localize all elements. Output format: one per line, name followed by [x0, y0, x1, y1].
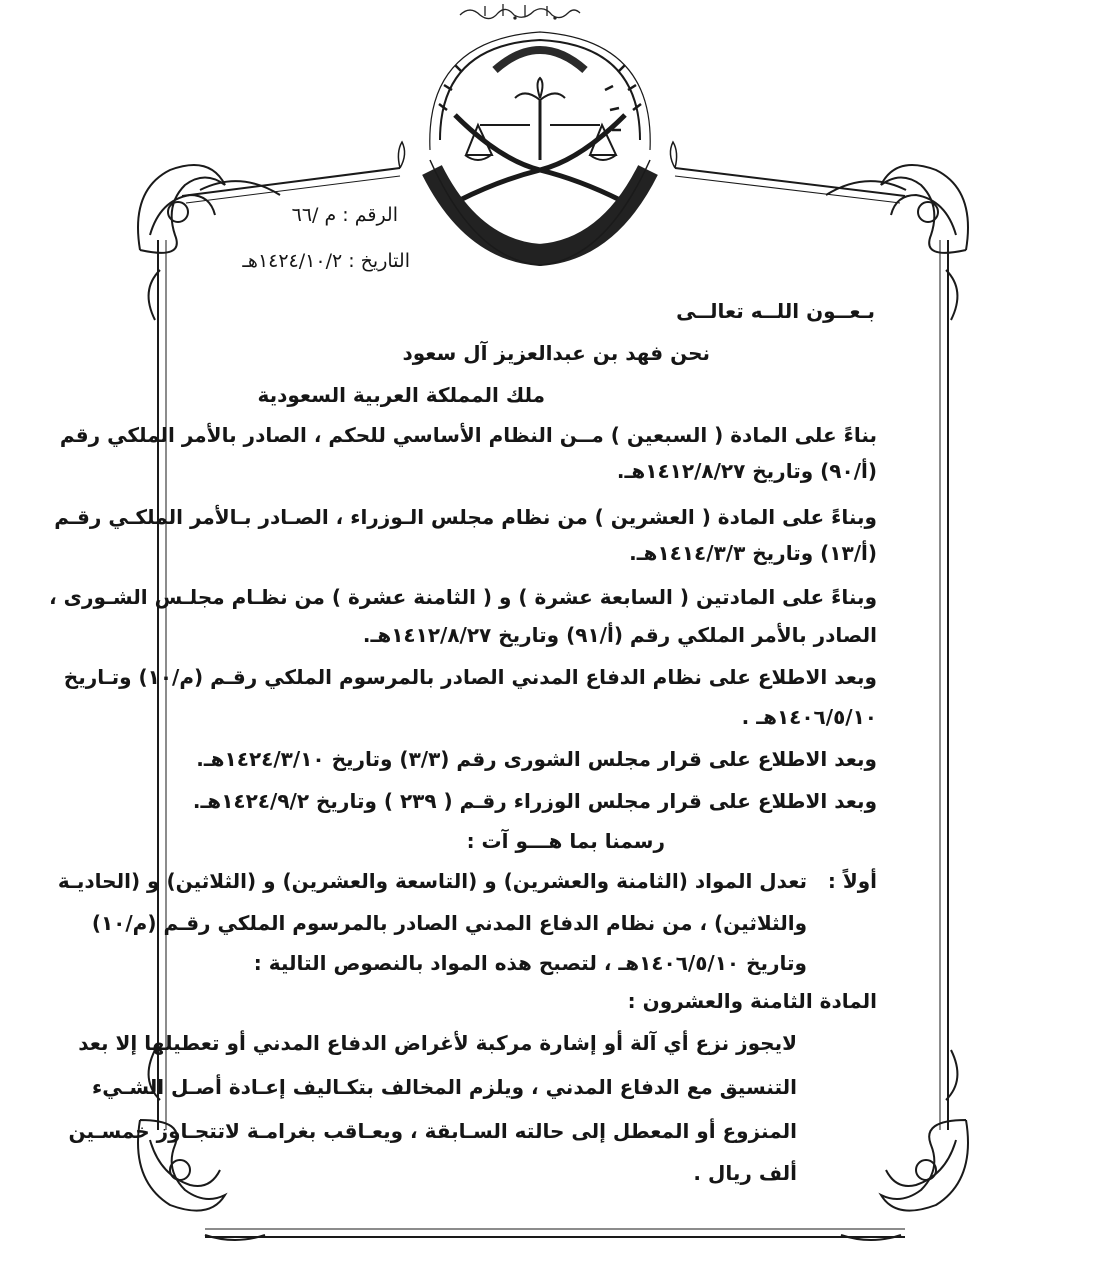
recital-3-line-1: وبناءً على المادتين ( السابعة عشرة ) و ( الثامنة عشرة ) من نظـام مجلـس الشـورى ،: [49, 585, 877, 609]
article-28-line-3: المنزوع أو المعطل إلى حالته السـابقة ، ويعـاقب بغرامـة لاتتجـاوز خمسـين: [68, 1119, 797, 1143]
decree-phrase: رسمنا بما هـــو آت :: [466, 829, 665, 853]
recital-4-line-1: وبعد الاطلاع على نظام الدفاع المدني الصادر بالمرسوم الملكي رقـم (م/١٠) وتـاريخ: [63, 665, 877, 689]
recital-2-line-1: وبناءً على المادة ( العشرين ) من نظام مجلس الـوزراء ، الصـادر بـالأمر الملكـي رقـم: [54, 505, 877, 529]
article-28-line-4: ألف ريال .: [693, 1161, 797, 1185]
recital-4-line-2: ١٤٠٦/٥/١٠هـ .: [741, 705, 877, 729]
king-title: ملك المملكة العربية السعودية: [257, 383, 545, 407]
recital-6-line-1: وبعد الاطلاع على قرار مجلس الوزراء رقـم ( ٢٣٩ ) وتاريخ ١٤٢٤/٩/٢هـ.: [192, 789, 877, 813]
article-28-heading: المادة الثامنة والعشرون :: [627, 989, 877, 1013]
article-28-line-1: لايجوز نزع أي آلة أو إشارة مركبة لأغراض الدفاع المدني أو تعطيلها إلا بعد: [78, 1031, 797, 1055]
reference-date: التاريخ : ١٤٢٤/١٠/٢هـ: [242, 250, 410, 272]
recital-1-line-2: (أ/٩٠) وتاريخ ١٤١٢/٨/٢٧هـ.: [616, 459, 877, 483]
recital-2-line-2: (أ/١٣) وتاريخ ١٤١٤/٣/٣هـ.: [629, 541, 877, 565]
reference-number: الرقم : م /٦٦: [291, 204, 398, 226]
recital-1-line-1: بناءً على المادة ( السبعين ) مــن النظام الأساسي للحكم ، الصادر بالأمر الملكي رقم: [59, 423, 877, 447]
king-name: نحن فهد بن عبدالعزيز آل سعود: [402, 341, 710, 365]
recital-5-line-1: وبعد الاطلاع على قرار مجلس الشورى رقم (٣/٣) وتاريخ ١٤٢٤/٣/١٠هـ.: [196, 747, 877, 771]
recital-3-line-2: الصادر بالأمر الملكي رقم (أ/٩١) وتاريخ ١٤١٢/٨/٢٧هـ.: [362, 623, 877, 647]
clause-first-label: أولاً :: [827, 869, 877, 893]
clause-first-line-2: والثلاثين) ، من نظام الدفاع المدني الصادر بالمرسوم الملكي رقـم (م/١٠): [91, 911, 807, 935]
clause-first-line-1: تعدل المواد (الثامنة والعشرين) و (التاسعة والعشرين) و (الثلاثين) و (الحاديـة: [57, 869, 807, 893]
article-28-line-2: التنسيق مع الدفاع المدني ، ويلزم المخالف بتكـاليف إعـادة أصـل الشـيء: [92, 1075, 797, 1099]
opening-invocation: بـعــون اللــه تعالــى: [676, 299, 875, 323]
clause-first-line-3: وتاريخ ١٤٠٦/٥/١٠هـ ، لتصبح هذه المواد بالنصوص التالية :: [253, 951, 807, 975]
